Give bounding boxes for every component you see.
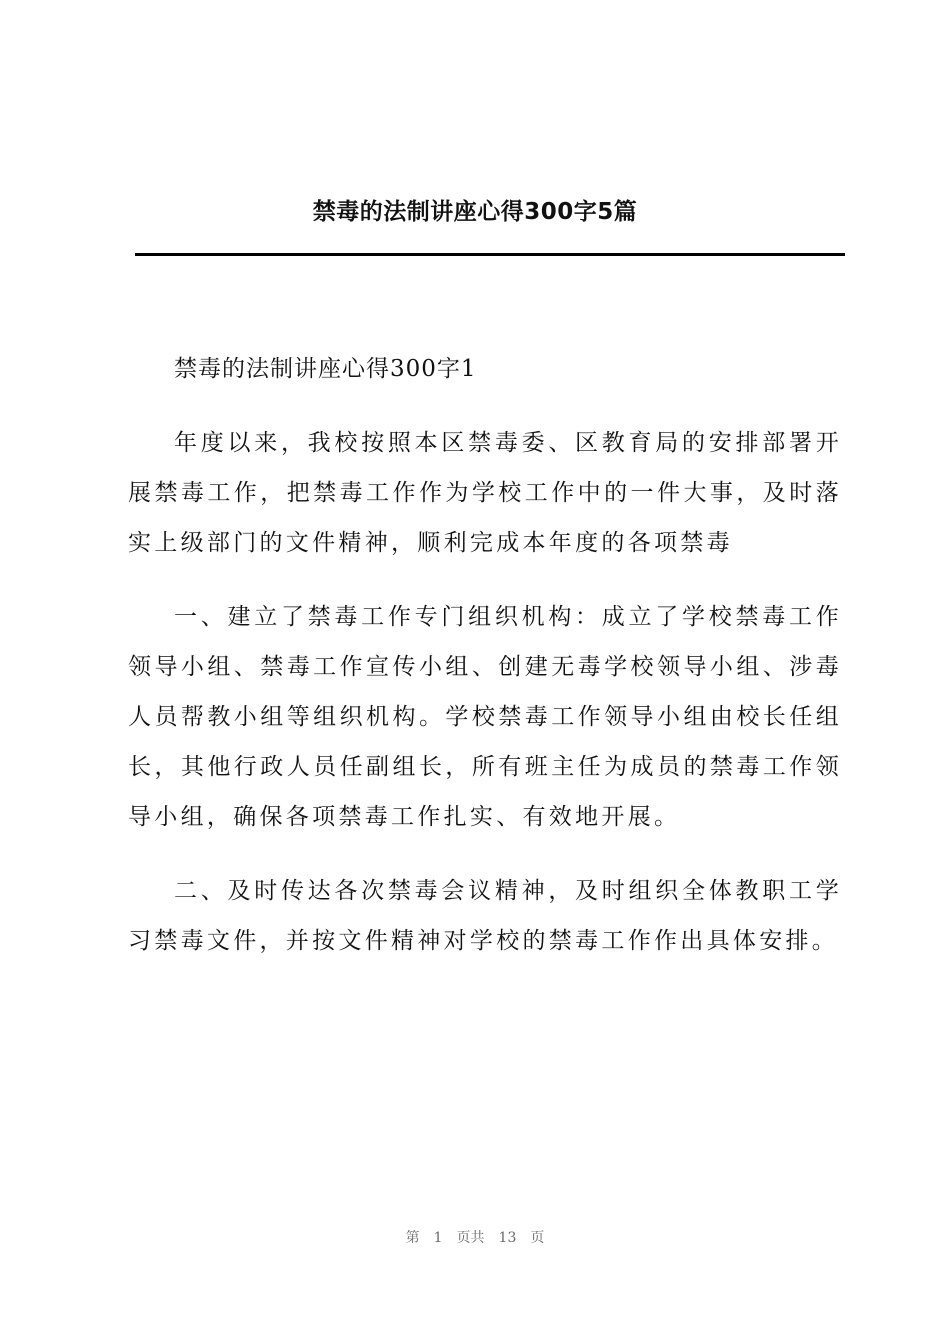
body-paragraph: 年度以来，我校按照本区禁毒委、区教育局的安排部署开展禁毒工作，把禁毒工作作为学校工作中的一件大事，及时落实上级部门的文件精神，顺利完成本年度的各项禁毒 — [128, 430, 842, 556]
footer-middle: 页共 — [456, 1230, 485, 1246]
footer-prefix: 第 — [405, 1230, 420, 1246]
section-heading: 禁毒的法制讲座心得300字1 — [174, 356, 477, 382]
footer-suffix: 页 — [530, 1230, 545, 1246]
page-footer — [0, 1228, 950, 1248]
page-title: 禁毒的法制讲座心得300字5篇 — [312, 199, 638, 225]
body-paragraph: 一、建立了禁毒工作专门组织机构：成立了学校禁毒工作领导小组、禁毒工作宣传小组、创建无毒学校领导小组、涉毒人员帮教小组等组织机构。学校禁毒工作领导小组由校长任组长，其他行政人员任副组长，所有班主任为成员的禁毒工作领导小组，确保各项禁毒工作扎实、有效地开展。 — [128, 604, 842, 830]
document-body — [128, 344, 842, 990]
title-divider — [135, 253, 845, 256]
footer-page-number: 1 — [433, 1230, 443, 1246]
body-paragraph: 二、及时传达各次禁毒会议精神，及时组织全体教职工学习禁毒文件，并按文件精神对学校的禁毒工作作出具体安排。 — [128, 878, 842, 954]
footer-total-pages: 13 — [498, 1230, 517, 1246]
